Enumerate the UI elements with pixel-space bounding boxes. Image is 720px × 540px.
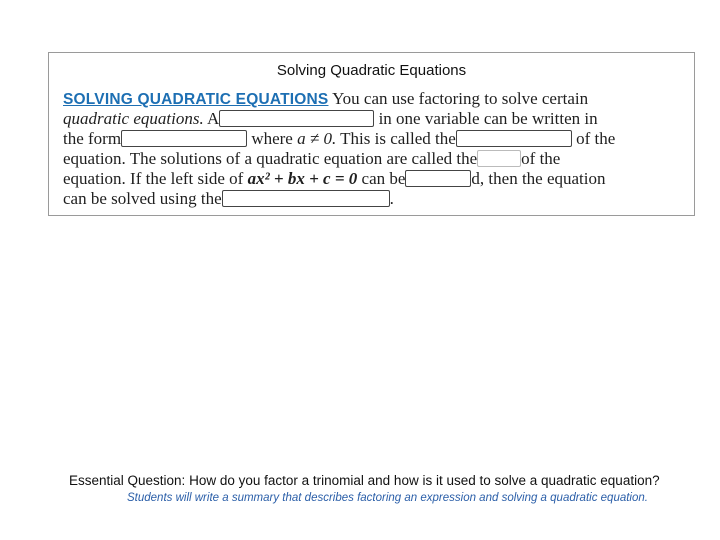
line-3-a: the form [63, 129, 122, 148]
paragraph-line-4 [63, 149, 683, 169]
blank-factored[interactable] [405, 170, 471, 187]
blank-roots[interactable] [477, 150, 521, 167]
blank-zero-product-property[interactable] [222, 190, 390, 207]
line-6-b: . [389, 189, 394, 208]
paragraph-line-2 [63, 109, 683, 129]
line-4-b: of the [521, 149, 561, 168]
paragraph-line-5 [63, 169, 683, 189]
essential-question [69, 473, 660, 488]
line-3-where: where [251, 129, 293, 148]
line-6-a: can be solved using the [63, 189, 222, 208]
summary-instruction: Students will write a summary that describes factoring an expression and solving a quadratic equation. [127, 492, 648, 504]
line-2-a: A [207, 109, 220, 128]
quadratic-equations-term: quadratic equations. [63, 109, 204, 128]
line-3-condition: a ≠ 0. [297, 129, 337, 148]
line-4-a: equation. The solutions of a quadratic equation are called the [63, 149, 478, 168]
blank-standard-form[interactable] [121, 130, 247, 147]
essential-question-text: How do you factor a trinomial and how is it used to solve a quadratic equation? [189, 473, 660, 488]
line-3-b: This is called the [340, 129, 456, 148]
blank-quadratic-equation[interactable] [219, 110, 374, 127]
line-3-c: of the [576, 129, 616, 148]
paragraph-line-6 [63, 189, 683, 209]
section-heading: SOLVING QUADRATIC EQUATIONS [63, 91, 329, 108]
definition-paragraph [63, 89, 683, 209]
blank-form-name[interactable] [456, 130, 572, 147]
essential-question-label: Essential Question: [69, 473, 186, 488]
paragraph-line-1 [63, 89, 683, 109]
line-1-text: You can use factoring to solve certain [332, 89, 589, 108]
card-title: Solving Quadratic Equations [276, 62, 467, 79]
line-2-b: in one variable can be written in [378, 109, 598, 128]
standard-equation: ax² + bx + c = 0 [247, 169, 358, 188]
line-5-a: equation. If the left side of [63, 169, 244, 188]
paragraph-line-3 [63, 129, 683, 149]
content-card [48, 52, 695, 216]
line-5-c: d, then the equation [471, 169, 606, 188]
line-5-b: can be [361, 169, 406, 188]
